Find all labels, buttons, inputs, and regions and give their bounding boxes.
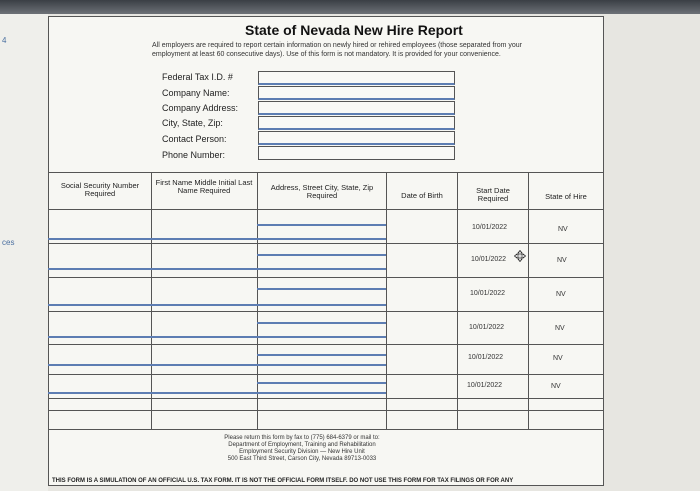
city-state-zip-label: City, State, Zip: xyxy=(162,118,223,128)
footer-line-3: Employment Security Division — New Hire Unit xyxy=(239,449,365,455)
column-header-dob: Date of Birth xyxy=(401,191,443,200)
row-3-state: NV xyxy=(556,291,566,298)
row-3-start-date: 10/01/2022 xyxy=(470,290,506,297)
row-6-start-date: 10/01/2022 xyxy=(467,382,503,389)
left-margin-strip xyxy=(0,14,48,491)
page-title: State of Nevada New Hire Report xyxy=(245,22,463,38)
column-header-start-date: Start Date Required xyxy=(476,186,510,203)
row-1-start-date: 10/01/2022 xyxy=(472,224,508,231)
column-header-state-of-hire: State of Hire xyxy=(545,192,587,201)
city-state-zip-field[interactable] xyxy=(258,116,455,130)
row-5-start-date: 10/01/2022 xyxy=(468,354,504,361)
company-name-label: Company Name: xyxy=(162,88,230,98)
company-address-label: Company Address: xyxy=(162,103,239,113)
row-5-state: NV xyxy=(553,355,563,362)
simulation-disclaimer: THIS FORM IS A SIMULATION OF AN OFFICIAL U.S. TAX FORM. IT IS NOT THE OFFICIAL FORM ITSELF. DO NOT USE THIS FORM FOR TAX FILINGS OR FOR ANY xyxy=(52,478,514,484)
row-1-state: NV xyxy=(558,226,568,233)
browser-top-bar xyxy=(0,0,700,14)
footer-line-4: 500 East Third Street, Carson City, Nevada 89713-0033 xyxy=(227,456,377,462)
row-6-state: NV xyxy=(551,383,561,390)
footer-line-1: Please return this form by fax to (775) 684-6379 or mail to: xyxy=(224,435,380,441)
row-2-state: NV xyxy=(557,257,567,264)
intro-text: All employers are required to report certain information on newly hired or rehired employees (those separated from your employment at least 60 consecutive days). Use of this form is not mandatory. It is provided for your convenience. xyxy=(152,42,523,58)
margin-char-1: 4 xyxy=(2,36,7,45)
move-cursor-icon xyxy=(514,250,526,262)
phone-number-label: Phone Number: xyxy=(162,150,226,160)
contact-person-field[interactable] xyxy=(258,131,455,145)
phone-number-field[interactable] xyxy=(258,146,455,160)
row-2-start-date: 10/01/2022 xyxy=(471,256,507,263)
row-4-state: NV xyxy=(555,325,565,332)
company-address-field[interactable] xyxy=(258,101,455,115)
row-4-start-date: 10/01/2022 xyxy=(469,324,505,331)
footer-line-2: Department of Employment, Training and Rehabilitation xyxy=(228,442,376,448)
contact-person-label: Contact Person: xyxy=(162,134,227,144)
company-name-field[interactable] xyxy=(258,86,455,100)
federal-tax-id-field[interactable] xyxy=(258,71,455,85)
column-header-address: Address, Street City, State, Zip Required xyxy=(270,183,374,200)
column-header-ssn: Social Security Number Required xyxy=(60,181,140,198)
mailing-instructions xyxy=(152,435,452,463)
margin-char-2: ces xyxy=(2,238,15,247)
federal-tax-id-label: Federal Tax I.D. # xyxy=(162,72,233,82)
column-header-name: First Name Middle Initial Last Name Required xyxy=(155,178,253,195)
